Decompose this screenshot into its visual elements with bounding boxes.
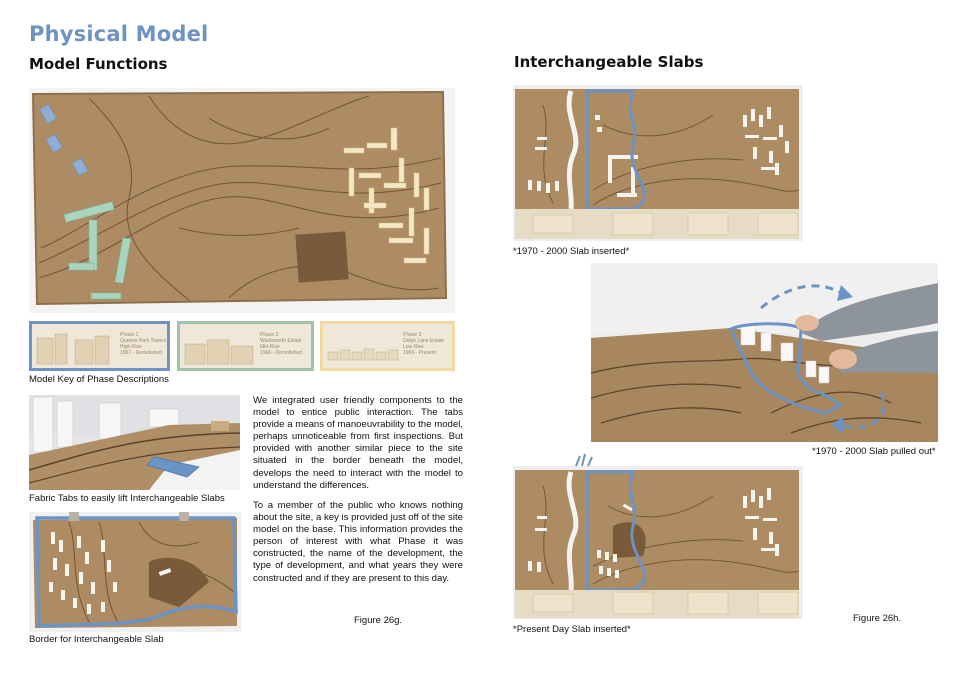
caption-slab-inserted: *1970 - 2000 Slab inserted* <box>513 246 630 257</box>
fabric-tabs-photo <box>29 395 240 490</box>
caption-fabric-tabs: Fabric Tabs to easily lift Interchangeable Slabs <box>29 493 225 504</box>
phase-2-name: Waldsworth Estate <box>260 338 302 344</box>
figure-26g-label: Figure 26g. <box>354 615 403 626</box>
main-model-photo <box>29 88 455 313</box>
phase-3-key-card <box>320 321 455 371</box>
phase-3-years: 1969 - Present <box>403 350 436 356</box>
phase-2-title: Phase 2 <box>260 332 279 338</box>
slab-pulled-photo <box>591 263 938 442</box>
phase-3-name: Delph Lane Estate <box>403 338 445 344</box>
caption-border: Border for Interchangeable Slab <box>29 634 164 645</box>
page-title: Physical Model <box>29 22 209 46</box>
right-heading: Interchangeable Slabs <box>514 53 704 71</box>
paragraph-interaction: We integrated user friendly components to the model to entice public interaction. The tabs provide a means of manoeuvrability to the model, perhaps unnoticeable from first inspections. But provided with another similar piece to the site situated in the border beneath the model, develops the need to interact with the model to understand the differences. <box>253 395 463 491</box>
phase-1-key-card <box>29 321 170 371</box>
phase-3-title: Phase 3 <box>403 332 422 338</box>
figure-26h-label: Figure 26h. <box>853 613 902 624</box>
phase-1-name: Queens Park Towers <box>120 338 167 344</box>
phase-1-years: 1967 - Demolished <box>120 350 162 356</box>
left-heading: Model Functions <box>29 55 168 73</box>
phase-2-key-card <box>177 321 314 371</box>
phase-2-years: 1966 - Demolished <box>260 350 302 356</box>
paragraph-key-info: To a member of the public who knows nothing about the site, a key is provided just off of the site model on the base. This information provides the person of interest with what Phase it was constructed, the name of the development, the type of development, and what years they were constructed and if they are present to this day. <box>253 500 463 584</box>
border-photo <box>29 512 241 632</box>
slab-inserted-photo <box>513 85 803 241</box>
phase-2-type: Mid-Rise <box>260 344 280 350</box>
caption-slab-pulled: *1970 - 2000 Slab pulled out* <box>812 446 936 457</box>
present-slab-photo <box>513 466 803 619</box>
phase-1-title: Phase 1 <box>120 332 139 338</box>
caption-model-key: Model Key of Phase Descriptions <box>29 374 169 385</box>
corner-marker-icon <box>574 452 596 468</box>
caption-present-slab: *Present Day Slab inserted* <box>513 624 631 635</box>
phase-1-type: High-Rise <box>120 344 142 350</box>
phase-3-type: Low-Rise <box>403 344 424 350</box>
